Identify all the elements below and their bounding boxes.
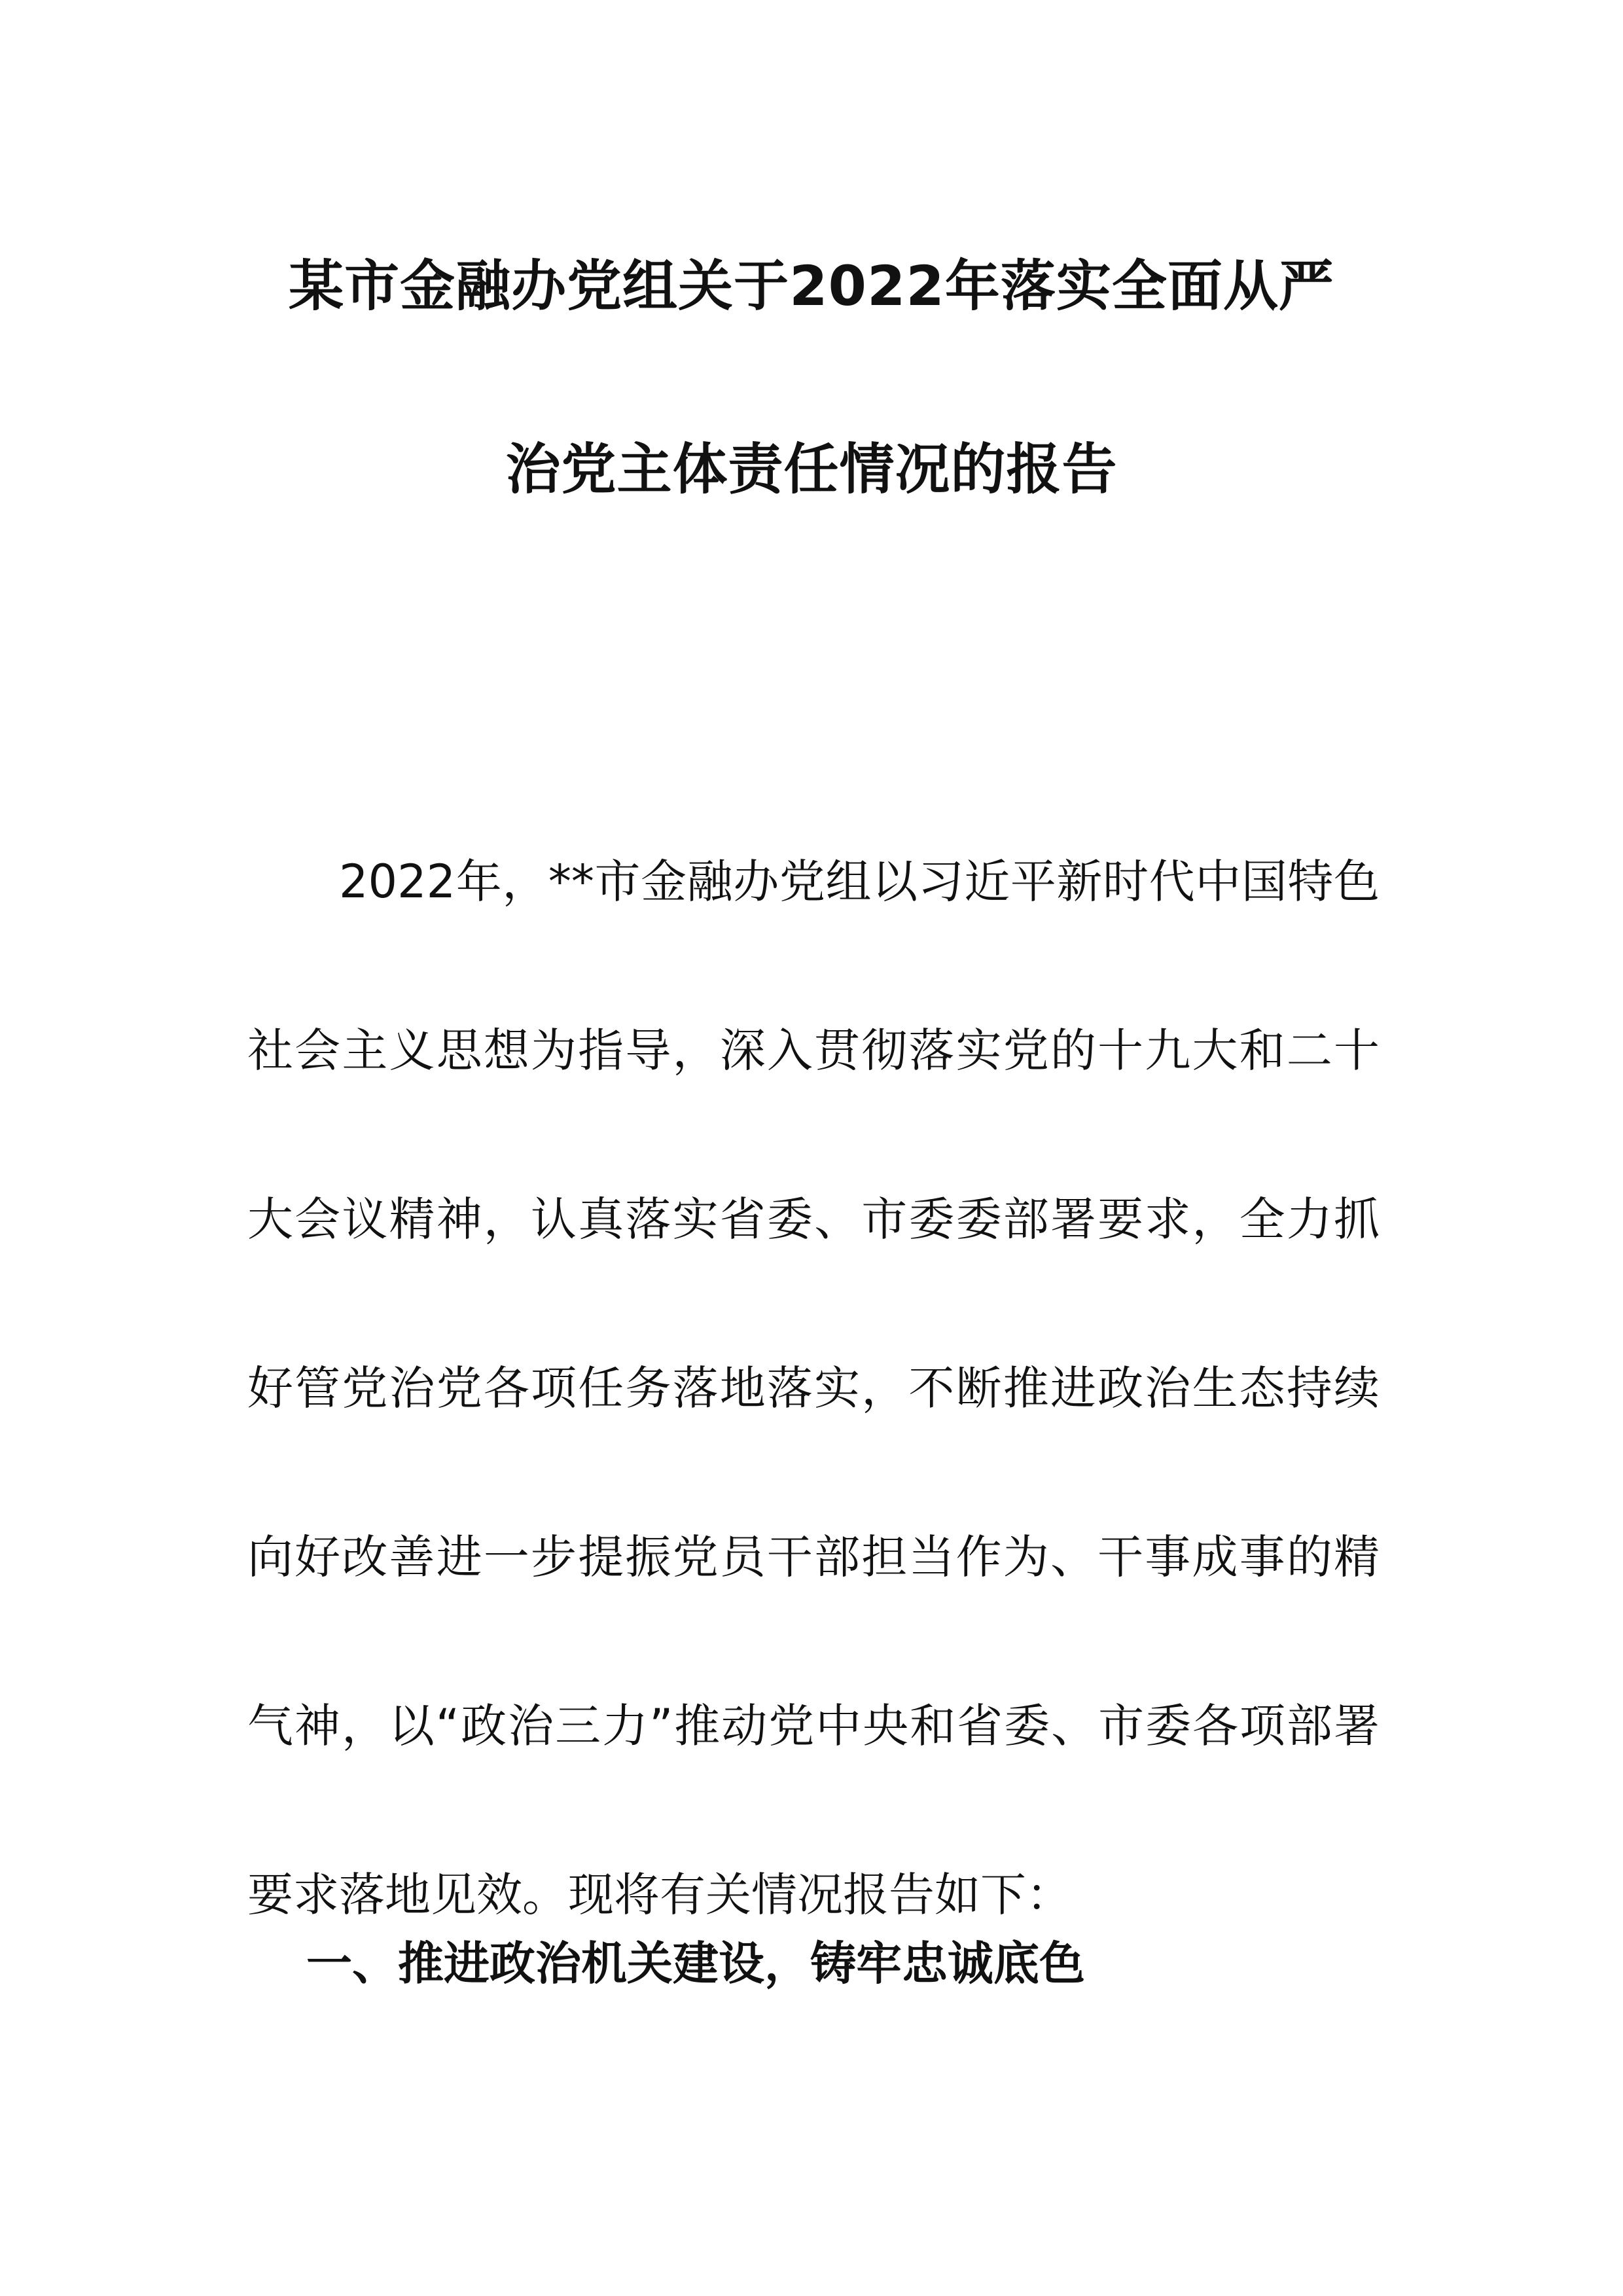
- intro-paragraph: 2022年，**市金融办党组以习近平新时代中国特色社会主义思想为指导，深入贯彻落实党的十九大和二十大会议精神，认真落实省委、市委委部署要求，全力抓好管党治党各项任务落地落实，不断推进政治生态持续向好改善进一步提振党员干部担当作为、干事成事的精气神，以“政治三力”推动党中央和省委、市委各项部署要求落地见效。现将有关情况报告如下：: [247, 855, 1380, 1922]
- section-heading-1: 一、推进政治机关建设，铸牢忠诚底色: [306, 1937, 1085, 1990]
- document-title-line-1: 某市金融办党组关于2022年落实全面从严: [289, 254, 1334, 318]
- document-title-line-2: 治党主体责任情况的报告: [505, 437, 1118, 501]
